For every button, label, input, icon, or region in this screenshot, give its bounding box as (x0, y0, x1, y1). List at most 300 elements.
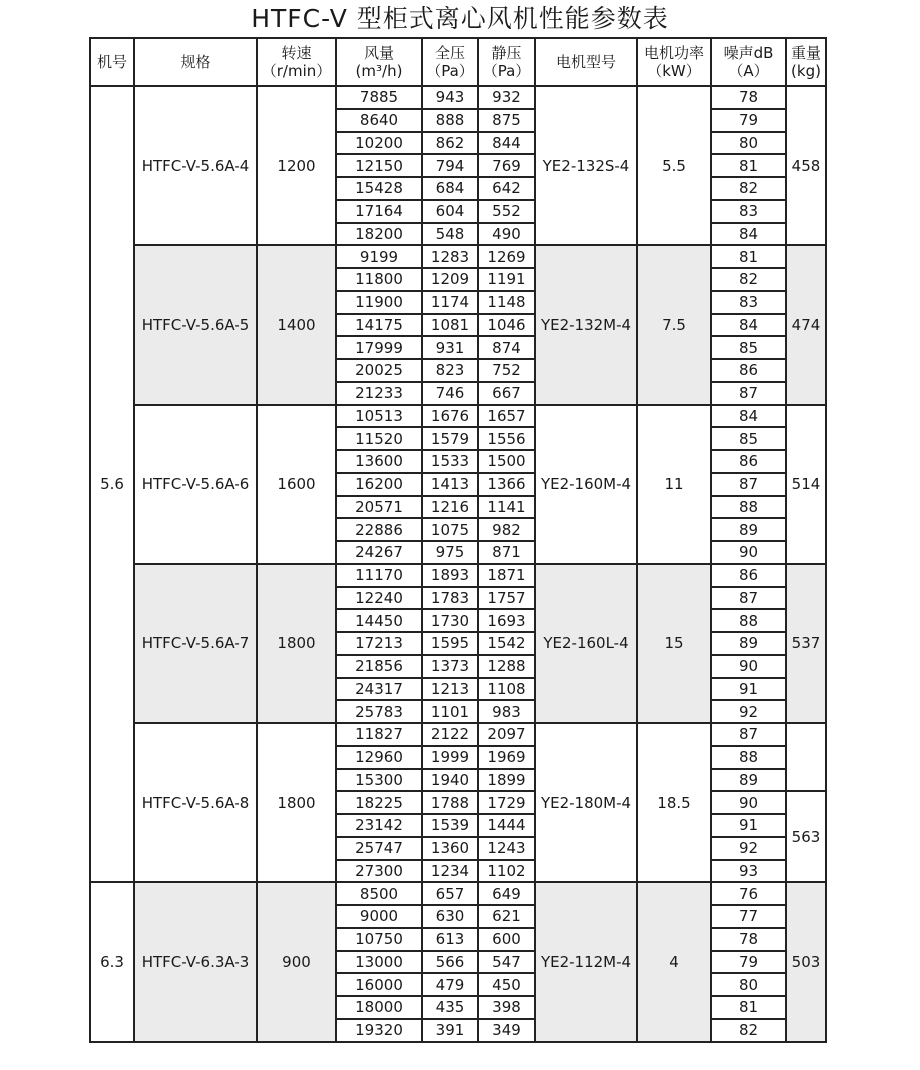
grid-line (335, 586, 536, 588)
total-pressure-cell: 2122 (430, 725, 470, 744)
column-header-unit: （r/min） (261, 62, 332, 80)
noise-cell: 83 (738, 293, 759, 312)
grid-line (710, 790, 787, 792)
speed-cell: 900 (282, 952, 311, 971)
static-pressure-cell: 600 (492, 930, 521, 949)
noise-cell: 92 (738, 839, 759, 858)
total-pressure-cell: 548 (435, 224, 465, 243)
motor-power-cell: 7.5 (662, 315, 686, 334)
column-header (90, 38, 134, 86)
noise-cell: 81 (738, 247, 759, 266)
total-pressure-cell: 1360 (430, 839, 470, 858)
column-header (711, 38, 786, 86)
spec-cell: HTFC-V-5.6A-4 (141, 156, 250, 175)
static-pressure-cell: 982 (492, 520, 521, 539)
static-pressure-cell: 1243 (487, 839, 526, 858)
grid-line (335, 927, 536, 929)
motor-model-cell: YE2-160L-4 (543, 634, 629, 653)
spec-cell: HTFC-V-5.6A-6 (141, 475, 250, 494)
total-pressure-cell: 1081 (430, 315, 470, 334)
motor-power-cell: 18.5 (657, 793, 691, 812)
grid-line (710, 699, 787, 701)
total-pressure-cell: 435 (435, 998, 465, 1017)
total-pressure-cell: 1999 (430, 748, 470, 767)
total-pressure-cell: 1893 (430, 566, 470, 585)
static-pressure-cell: 547 (492, 952, 521, 971)
grid-line (133, 881, 827, 883)
airflow-cell: 18225 (355, 793, 403, 812)
static-pressure-cell: 874 (492, 338, 521, 357)
airflow-cell: 18200 (355, 224, 403, 243)
noise-cell: 90 (738, 793, 759, 812)
weight-cell: 514 (791, 475, 821, 494)
static-pressure-cell: 621 (492, 907, 521, 926)
weight-cell: 474 (791, 315, 821, 334)
total-pressure-cell: 1373 (430, 657, 470, 676)
airflow-cell: 11827 (355, 725, 403, 744)
grid-line (710, 813, 787, 815)
static-pressure-cell: 871 (492, 543, 521, 562)
static-pressure-cell: 1969 (487, 748, 526, 767)
column-header (637, 38, 711, 86)
airflow-cell: 7885 (359, 88, 399, 107)
grid-line (335, 335, 536, 337)
airflow-cell: 14450 (355, 611, 403, 630)
total-pressure-cell: 1539 (430, 816, 470, 835)
column-header-unit: (kg) (791, 62, 821, 80)
airflow-cell: 12240 (355, 588, 403, 607)
noise-cell: 87 (738, 475, 759, 494)
grid-line (710, 222, 787, 224)
total-pressure-cell: 1101 (430, 702, 470, 721)
grid-line (335, 472, 536, 474)
static-pressure-cell: 1729 (487, 793, 526, 812)
airflow-cell: 18000 (355, 998, 403, 1017)
total-pressure-cell: 862 (435, 133, 465, 152)
total-pressure-cell: 479 (435, 975, 465, 994)
grid-line (335, 153, 536, 155)
noise-cell: 80 (738, 133, 759, 152)
total-pressure-cell: 1413 (430, 475, 470, 494)
noise-cell: 86 (738, 452, 759, 471)
total-pressure-cell: 975 (435, 543, 465, 562)
grid-line (89, 85, 827, 87)
airflow-cell: 15300 (355, 770, 403, 789)
airflow-cell: 12960 (355, 748, 403, 767)
total-pressure-cell: 657 (435, 884, 465, 903)
total-pressure-cell: 1595 (430, 634, 470, 653)
grid-line (636, 37, 638, 1043)
total-pressure-cell: 1213 (430, 679, 470, 698)
total-pressure-cell: 1216 (430, 497, 470, 516)
grid-line (335, 381, 536, 383)
weight-cell: 537 (791, 634, 821, 653)
total-pressure-cell: 1579 (430, 429, 470, 448)
grid-line (133, 37, 135, 1043)
grid-line (335, 608, 536, 610)
grid-line (710, 768, 787, 770)
grid-line (710, 335, 787, 337)
noise-cell: 82 (738, 1021, 759, 1040)
grid-line (335, 426, 536, 428)
motor-power-cell: 11 (664, 475, 684, 494)
column-header (478, 38, 535, 86)
airflow-cell: 11800 (355, 270, 403, 289)
grid-line (89, 37, 827, 39)
noise-cell: 82 (738, 179, 759, 198)
noise-cell: 86 (738, 566, 759, 585)
grid-line (710, 654, 787, 656)
static-pressure-cell: 642 (492, 179, 521, 198)
airflow-cell: 25783 (355, 702, 403, 721)
airflow-cell: 10750 (355, 930, 403, 949)
grid-line (133, 563, 827, 565)
static-pressure-cell: 769 (492, 156, 521, 175)
static-pressure-cell: 1500 (487, 452, 526, 471)
static-pressure-cell: 1444 (487, 816, 526, 835)
total-pressure-cell: 566 (435, 952, 465, 971)
noise-cell: 85 (738, 338, 759, 357)
airflow-cell: 8640 (359, 111, 399, 130)
total-pressure-cell: 1209 (430, 270, 470, 289)
grid-line (710, 540, 787, 542)
grid-line (335, 631, 536, 633)
static-pressure-cell: 983 (492, 702, 521, 721)
grid-line (710, 927, 787, 929)
airflow-cell: 17999 (355, 338, 403, 357)
motor-power-cell: 5.5 (662, 156, 686, 175)
column-header (336, 38, 422, 86)
static-pressure-cell: 1108 (487, 679, 526, 698)
static-pressure-cell: 450 (492, 975, 521, 994)
noise-cell: 87 (738, 384, 759, 403)
grid-line (710, 267, 787, 269)
motor-model-cell: YE2-112M-4 (540, 952, 632, 971)
noise-cell: 77 (738, 907, 759, 926)
noise-cell: 78 (738, 930, 759, 949)
noise-cell: 76 (738, 884, 759, 903)
grid-line (710, 836, 787, 838)
static-pressure-cell: 752 (492, 361, 521, 380)
grid-line (335, 540, 536, 542)
grid-line (710, 199, 787, 201)
noise-cell: 89 (738, 520, 759, 539)
grid-line (710, 586, 787, 588)
airflow-cell: 10200 (355, 133, 403, 152)
grid-line (335, 1018, 536, 1020)
noise-cell: 93 (738, 861, 759, 880)
noise-cell: 82 (738, 270, 759, 289)
weight-cell: 563 (791, 827, 821, 846)
total-pressure-cell: 746 (435, 384, 465, 403)
grid-line (335, 745, 536, 747)
grid-line (335, 995, 536, 997)
noise-cell: 86 (738, 361, 759, 380)
airflow-cell: 22886 (355, 520, 403, 539)
airflow-cell: 23142 (355, 816, 403, 835)
noise-cell: 88 (738, 611, 759, 630)
column-header (535, 38, 637, 86)
grid-line (335, 449, 536, 451)
spec-cell: HTFC-V-5.6A-5 (141, 315, 250, 334)
total-pressure-cell: 1174 (430, 293, 470, 312)
grid-line (335, 699, 536, 701)
noise-cell: 79 (738, 952, 759, 971)
machine-number-cell: 6.3 (100, 952, 124, 971)
noise-cell: 88 (738, 748, 759, 767)
speed-cell: 1600 (277, 475, 316, 494)
column-header-unit: （Pa） (482, 62, 531, 80)
grid-line (335, 199, 536, 201)
speed-cell: 1800 (277, 793, 316, 812)
page-title: HTFC-V 型柜式离心风机性能参数表 (251, 4, 669, 33)
grid-line (335, 950, 536, 952)
noise-cell: 91 (738, 816, 759, 835)
column-header-unit: （A） (728, 62, 769, 80)
column-header-label: 噪声dB (723, 44, 774, 62)
static-pressure-cell: 398 (492, 998, 521, 1017)
airflow-cell: 17213 (355, 634, 403, 653)
noise-cell: 84 (738, 315, 759, 334)
grid-line (825, 37, 827, 1043)
motor-model-cell: YE2-132S-4 (542, 156, 630, 175)
grid-line (335, 904, 536, 906)
grid-line (335, 790, 536, 792)
column-header-label: 规格 (180, 53, 211, 71)
weight-cell: 503 (791, 952, 821, 971)
static-pressure-cell: 349 (492, 1021, 521, 1040)
grid-line (335, 836, 536, 838)
grid-line (335, 267, 536, 269)
grid-line (335, 222, 536, 224)
grid-line (710, 495, 787, 497)
total-pressure-cell: 1788 (430, 793, 470, 812)
airflow-cell: 10513 (355, 406, 403, 425)
airflow-cell: 9000 (359, 907, 399, 926)
grid-line (335, 859, 536, 861)
grid-line (133, 244, 827, 246)
grid-line (335, 290, 536, 292)
static-pressure-cell: 1757 (487, 588, 526, 607)
static-pressure-cell: 1269 (487, 247, 526, 266)
grid-line (710, 176, 787, 178)
airflow-cell: 12150 (355, 156, 403, 175)
column-header (786, 38, 826, 86)
grid-line (335, 517, 536, 519)
grid-line (335, 972, 536, 974)
noise-cell: 83 (738, 202, 759, 221)
static-pressure-cell: 552 (492, 202, 521, 221)
noise-cell: 89 (738, 770, 759, 789)
total-pressure-cell: 1676 (430, 406, 470, 425)
noise-cell: 79 (738, 111, 759, 130)
column-header-label: 电机功率 (643, 44, 704, 62)
static-pressure-cell: 1871 (487, 566, 526, 585)
airflow-cell: 20571 (355, 497, 403, 516)
column-header-unit: （kW） (647, 62, 701, 80)
grid-line (710, 631, 787, 633)
total-pressure-cell: 613 (435, 930, 465, 949)
total-pressure-cell: 630 (435, 907, 465, 926)
airflow-cell: 21233 (355, 384, 403, 403)
airflow-cell: 15428 (355, 179, 403, 198)
motor-model-cell: YE2-160M-4 (540, 475, 632, 494)
column-header-label: 转速 (281, 44, 312, 62)
airflow-cell: 27300 (355, 861, 403, 880)
grid-line (133, 722, 827, 724)
grid-line (710, 995, 787, 997)
grid-line (710, 449, 787, 451)
noise-cell: 88 (738, 497, 759, 516)
airflow-cell: 13600 (355, 452, 403, 471)
static-pressure-cell: 875 (492, 111, 521, 130)
column-header-label: 重量 (790, 44, 821, 62)
motor-model-cell: YE2-132M-4 (540, 315, 632, 334)
airflow-cell: 25747 (355, 839, 403, 858)
static-pressure-cell: 649 (492, 884, 521, 903)
static-pressure-cell: 844 (492, 133, 521, 152)
static-pressure-cell: 1693 (487, 611, 526, 630)
airflow-cell: 20025 (355, 361, 403, 380)
speed-cell: 1400 (277, 315, 316, 334)
grid-line (89, 1041, 827, 1043)
noise-cell: 85 (738, 429, 759, 448)
total-pressure-cell: 1940 (430, 770, 470, 789)
noise-cell: 92 (738, 702, 759, 721)
total-pressure-cell: 1533 (430, 452, 470, 471)
spec-cell: HTFC-V-6.3A-3 (141, 952, 250, 971)
total-pressure-cell: 794 (435, 156, 465, 175)
motor-power-cell: 4 (669, 952, 679, 971)
static-pressure-cell: 932 (492, 88, 521, 107)
grid-line (710, 745, 787, 747)
grid-line (335, 131, 536, 133)
grid-line (710, 608, 787, 610)
column-header-label: 机号 (96, 53, 127, 71)
total-pressure-cell: 604 (435, 202, 465, 221)
airflow-cell: 24317 (355, 679, 403, 698)
airflow-cell: 8500 (359, 884, 399, 903)
noise-cell: 78 (738, 88, 759, 107)
grid-line (335, 176, 536, 178)
grid-line (335, 108, 536, 110)
grid-line (710, 153, 787, 155)
column-header-label: 全压 (434, 44, 465, 62)
column-header (134, 38, 257, 86)
grid-line (710, 517, 787, 519)
grid-line (710, 972, 787, 974)
airflow-cell: 24267 (355, 543, 403, 562)
airflow-cell: 19320 (355, 1021, 403, 1040)
grid-line (335, 677, 536, 679)
noise-cell: 80 (738, 975, 759, 994)
airflow-cell: 11900 (355, 293, 403, 312)
static-pressure-cell: 1556 (487, 429, 526, 448)
speed-cell: 1200 (277, 156, 316, 175)
static-pressure-cell: 2097 (487, 725, 526, 744)
noise-cell: 90 (738, 543, 759, 562)
static-pressure-cell: 1899 (487, 770, 526, 789)
machine-number-cell: 5.6 (100, 475, 124, 494)
total-pressure-cell: 931 (435, 338, 465, 357)
column-header (257, 38, 336, 86)
grid-line (335, 813, 536, 815)
airflow-cell: 17164 (355, 202, 403, 221)
airflow-cell: 9199 (359, 247, 399, 266)
noise-cell: 81 (738, 998, 759, 1017)
airflow-cell: 16200 (355, 475, 403, 494)
grid-line (710, 1018, 787, 1020)
grid-line (710, 904, 787, 906)
static-pressure-cell: 1191 (487, 270, 526, 289)
total-pressure-cell: 943 (435, 88, 465, 107)
grid-line (710, 358, 787, 360)
total-pressure-cell: 1283 (430, 247, 470, 266)
total-pressure-cell: 684 (435, 179, 465, 198)
total-pressure-cell: 888 (435, 111, 465, 130)
airflow-cell: 14175 (355, 315, 403, 334)
noise-cell: 87 (738, 588, 759, 607)
noise-cell: 87 (738, 725, 759, 744)
grid-line (335, 358, 536, 360)
static-pressure-cell: 1366 (487, 475, 526, 494)
grid-line (710, 859, 787, 861)
column-header-unit: (m³/h) (355, 62, 403, 80)
grid-line (710, 677, 787, 679)
static-pressure-cell: 667 (492, 384, 521, 403)
column-header-label: 风量 (363, 44, 394, 62)
static-pressure-cell: 1148 (487, 293, 526, 312)
static-pressure-cell: 1542 (487, 634, 526, 653)
grid-line (335, 654, 536, 656)
grid-line (710, 426, 787, 428)
static-pressure-cell: 1102 (487, 861, 526, 880)
grid-line (710, 108, 787, 110)
grid-line (710, 381, 787, 383)
grid-line (710, 313, 787, 315)
grid-line (710, 290, 787, 292)
total-pressure-cell: 1234 (430, 861, 470, 880)
static-pressure-cell: 1657 (487, 406, 526, 425)
motor-power-cell: 15 (664, 634, 684, 653)
grid-line (710, 950, 787, 952)
total-pressure-cell: 1783 (430, 588, 470, 607)
grid-line (335, 495, 536, 497)
spec-cell: HTFC-V-5.6A-8 (141, 793, 250, 812)
noise-cell: 90 (738, 657, 759, 676)
total-pressure-cell: 823 (435, 361, 465, 380)
grid-line (335, 768, 536, 770)
airflow-cell: 11170 (355, 566, 403, 585)
total-pressure-cell: 1075 (430, 520, 470, 539)
noise-cell: 84 (738, 406, 759, 425)
column-header-label: 电机型号 (555, 53, 616, 71)
grid-line (710, 472, 787, 474)
column-header-label: 静压 (491, 44, 522, 62)
static-pressure-cell: 490 (492, 224, 521, 243)
column-header (422, 38, 478, 86)
noise-cell: 84 (738, 224, 759, 243)
grid-line (335, 313, 536, 315)
total-pressure-cell: 1730 (430, 611, 470, 630)
airflow-cell: 21856 (355, 657, 403, 676)
grid-line (89, 37, 91, 1043)
speed-cell: 1800 (277, 634, 316, 653)
grid-line (256, 37, 258, 1043)
motor-model-cell: YE2-180M-4 (540, 793, 632, 812)
airflow-cell: 16000 (355, 975, 403, 994)
noise-cell: 89 (738, 634, 759, 653)
